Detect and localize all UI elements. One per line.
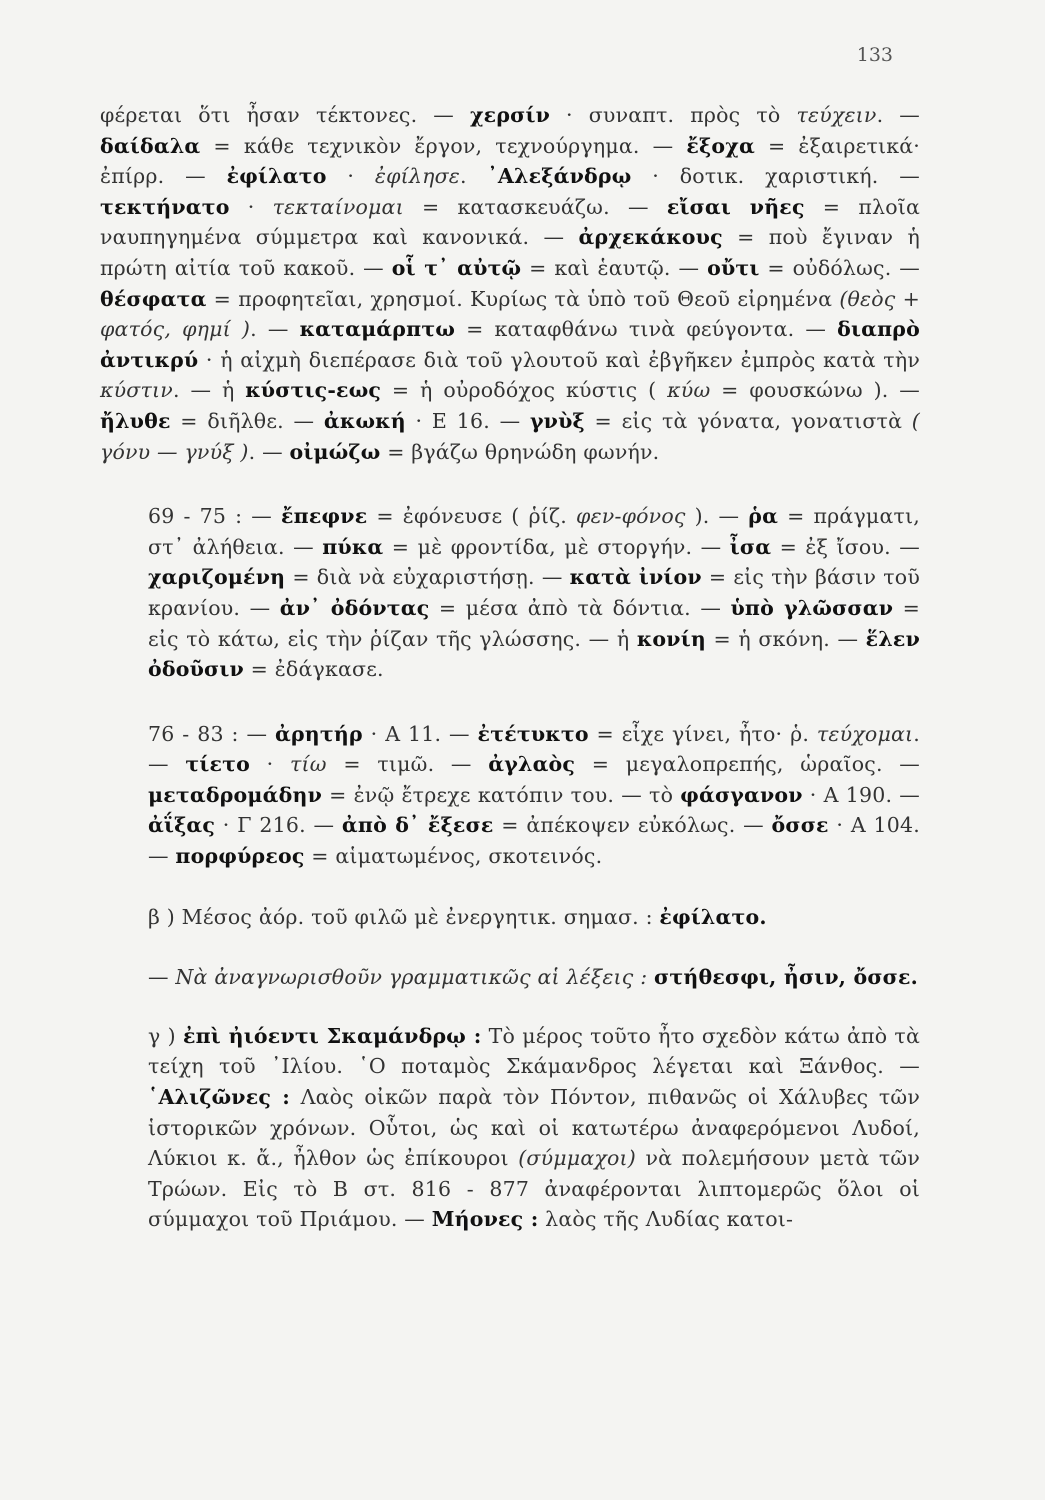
gloss-text: 76 - 83 : — bbox=[148, 721, 275, 746]
lemma: κύστις-εως bbox=[245, 378, 382, 403]
lemma: ἐπὶ ἠιόεντι Σκαμάνδρῳ : bbox=[182, 1023, 482, 1048]
gloss-text: . — bbox=[148, 721, 920, 777]
lemma: χαριζομένη bbox=[148, 565, 286, 590]
italic-text: ἐφίλησε bbox=[374, 164, 460, 189]
gloss-text: = καὶ ἑαυτῷ. — bbox=[521, 255, 708, 280]
lemma: τεκτήνατο bbox=[100, 194, 230, 219]
lemma: ἐφίλατο bbox=[226, 164, 327, 189]
gloss-text: . — bbox=[876, 103, 921, 127]
gloss-text: · Α 190. — bbox=[802, 782, 920, 807]
paragraph bbox=[100, 501, 920, 685]
lemma: καταμάρπτω bbox=[299, 317, 456, 342]
lemma: θέσφατα bbox=[100, 286, 207, 311]
lemma: τίετο bbox=[185, 752, 250, 777]
paragraph bbox=[100, 902, 920, 933]
lemma: ἀγλαὸς bbox=[488, 752, 576, 777]
gloss-text: = ἐδάγκασε. bbox=[243, 657, 384, 682]
paragraph bbox=[100, 719, 920, 872]
gloss-text: · ἡ αἰχμὴ διεπέρασε διὰ τοῦ γλουτοῦ καὶ ἐβγῆκεν ἐμπρὸς κατὰ τὴν bbox=[198, 347, 920, 372]
lemma: οἷ τ᾿ αὐτῷ bbox=[391, 255, 522, 280]
lemma: ὄσσε bbox=[771, 813, 829, 838]
gloss-text: . — bbox=[248, 439, 290, 464]
gloss-text: = εἶχε γίνει, ἦτο· ῥ. bbox=[588, 721, 817, 746]
gloss-text: φέρεται ὅτι ἦσαν τέκτονες. — bbox=[100, 103, 470, 127]
commentary-body bbox=[100, 100, 920, 1235]
gloss-text: = φουσκώνω ). — bbox=[710, 378, 920, 403]
gloss-text: = εἰς τὰ γόνατα, γονατιστὰ bbox=[584, 408, 912, 433]
gloss-text: = ἐξαιρετικά· ἐπίρρ. — bbox=[100, 133, 920, 189]
lemma: μεταδρομάδην bbox=[148, 782, 322, 807]
lemma: δαίδαλα bbox=[100, 133, 201, 158]
lemma: κονίη bbox=[636, 626, 706, 651]
gloss-text: = ποὺ ἔγιναν ἡ πρώτη αἰτία τοῦ κακοῦ. — bbox=[100, 225, 920, 280]
gloss-text: = διῆλθε. — bbox=[170, 408, 324, 433]
gloss-text: = μεγαλοπρεπής, ὡραῖος. — bbox=[575, 752, 920, 777]
paragraph bbox=[100, 100, 920, 467]
gloss-text: = βγάζω θρηνώδη φωνήν. bbox=[380, 439, 660, 464]
lemma: ἐφίλατο. bbox=[659, 904, 767, 929]
paragraph bbox=[100, 962, 920, 993]
italic-text: φεν-φόνος bbox=[576, 504, 686, 529]
lemma: πύκα bbox=[322, 534, 384, 559]
lemma: οὔτι bbox=[707, 255, 760, 280]
gloss-text: = ἐξ ἴσου. — bbox=[771, 534, 920, 559]
gloss-text: · Ε 16. — bbox=[405, 408, 530, 433]
lemma: ἤλυθε bbox=[100, 408, 171, 433]
gloss-text: = προφητεῖαι, χρησμοί. Κυρίως τὰ ὑπὸ τοῦ Θεοῦ εἰρημένα bbox=[206, 286, 840, 311]
gloss-text: · συναπτ. πρὸς τὸ bbox=[550, 103, 797, 127]
lemma: εἴσαι νῆες bbox=[666, 194, 805, 219]
lemma: ἀπὸ δ᾿ ἔξεσε bbox=[341, 813, 494, 838]
gloss-text: . — bbox=[250, 317, 300, 342]
italic-text: τεύχομαι bbox=[816, 721, 914, 746]
gloss-text: · bbox=[229, 194, 273, 219]
lemma: ἔξοχα bbox=[686, 133, 755, 158]
gloss-text: = ἡ σκόνη. — bbox=[705, 626, 866, 651]
gloss-text: = ἀπέκοψεν εὐκόλως. — bbox=[493, 813, 772, 838]
gloss-text: . — ἡ bbox=[172, 378, 246, 403]
gloss-text: γ ) bbox=[148, 1023, 183, 1048]
gloss-text: — bbox=[148, 965, 176, 990]
lemma: κατὰ ἰνίον bbox=[569, 565, 702, 590]
lemma: οἰμώζω bbox=[289, 439, 381, 464]
gloss-text: = εἰς τὴν βάσιν τοῦ κρανίου. — bbox=[148, 565, 920, 620]
lemma: ἶσα bbox=[729, 534, 772, 559]
lemma: ἔπεφνε bbox=[281, 504, 368, 529]
gloss-text: = κατασκευάζω. — bbox=[403, 194, 667, 219]
lemma: πορφύρεος bbox=[175, 844, 305, 869]
italic-text: τεκταίνομαι bbox=[272, 194, 404, 219]
lemma: ἀκωκή bbox=[323, 408, 406, 433]
italic-text: ( γόνυ — γνύξ ) bbox=[100, 408, 920, 464]
gloss-text: 69 - 75 : — bbox=[148, 504, 282, 529]
italic-text: (θεὸς + φατός, φημί ) bbox=[100, 286, 920, 342]
gloss-text: = διὰ νὰ εὐχαριστήσῃ. — bbox=[285, 565, 570, 590]
lemma: ᾿Αλεξάνδρῳ bbox=[487, 164, 632, 189]
lemma: ἀρχεκάκους bbox=[578, 225, 723, 250]
lemma: ἀρητήρ bbox=[274, 721, 363, 746]
italic-text: κύω bbox=[667, 378, 711, 403]
gloss-text: · δοτικ. χαριστική. — bbox=[631, 164, 920, 189]
gloss-text: · bbox=[250, 752, 290, 777]
gloss-text: = τιμῶ. — bbox=[326, 752, 489, 777]
gloss-text: ). — bbox=[685, 504, 749, 529]
italic-text: τίω bbox=[290, 752, 327, 777]
gloss-text: = αἱματωμένος, σκοτεινός. bbox=[304, 844, 603, 869]
gloss-text: Τὸ μέρος τοῦτο ἦτο σχεδὸν κάτω ἀπὸ τὰ τείχη τοῦ ᾿Ιλίου. ῾Ο ποταμὸς Σκάμανδρος λέγεται καὶ Ξάνθος. — bbox=[148, 1023, 920, 1079]
lemma: χερσίν bbox=[469, 103, 551, 127]
gloss-text: . bbox=[459, 164, 488, 189]
gloss-text: · Α 11. — bbox=[362, 721, 478, 746]
gloss-text: · Γ 216. — bbox=[215, 813, 342, 838]
gloss-text: = ἐνῷ ἔτρεχε κατόπιν του. — τὸ bbox=[322, 782, 681, 807]
lemma: ῾Αλιζῶνες : bbox=[148, 1085, 291, 1110]
lemma: ῥα bbox=[748, 504, 779, 529]
gloss-text: Λαὸς οἰκῶν παρὰ τὸν Πόντον, πιθανῶς οἱ Χάλυβες τῶν ἱστορικῶν χρόνων. Οὗτοι, ὡς καὶ οἱ κατωτέρω ἀναφερόμενοι Λυδοί, Λύκιοι κ. ἄ., ἦλθον ὡς ἐπίκουροι bbox=[148, 1085, 920, 1171]
gloss-text: = κάθε τεχνικὸν ἔργον, τεχνούργημα. — bbox=[200, 133, 687, 158]
gloss-text: λαὸς τῆς Λυδίας κατοι- bbox=[538, 1207, 794, 1232]
lemma: στήθεσφι, ἦσιν, ὄσσε. bbox=[654, 965, 918, 990]
gloss-text: = καταφθάνω τινὰ φεύγοντα. — bbox=[455, 317, 838, 342]
lemma: ἕλεν ὀδοῦσιν bbox=[148, 626, 920, 682]
lemma: γνὺξ bbox=[529, 408, 585, 433]
lemma: ὑπὸ γλῶσσαν bbox=[730, 595, 894, 620]
page-number: 133 bbox=[856, 44, 893, 66]
gloss-text: = ἐφόνευσε ( ῥίζ. bbox=[367, 504, 577, 529]
paragraph bbox=[100, 1021, 920, 1235]
lemma: ἀΐξας bbox=[148, 813, 216, 838]
gloss-text: β ) Μέσος ἀόρ. τοῦ φιλῶ μὲ ἐνεργητικ. σημασ. : bbox=[148, 904, 660, 929]
gloss-text: = πράγματι, στ᾿ ἀλήθεια. — bbox=[148, 504, 920, 559]
italic-text: τεύχειν bbox=[796, 103, 877, 127]
lemma: Μήονες : bbox=[431, 1207, 539, 1232]
gloss-text: · Α 104. — bbox=[148, 813, 920, 869]
italic-text: κύστιν bbox=[100, 378, 173, 403]
gloss-text: = οὐδόλως. — bbox=[759, 255, 920, 280]
gloss-text: = μέσα ἀπὸ τὰ δόντια. — bbox=[429, 595, 731, 620]
gloss-text: = εἰς τὸ κάτω, εἰς τὴν ῥίζαν τῆς γλώσσης. — ἡ bbox=[148, 595, 921, 651]
lemma: διαπρὸ ἀντικρύ bbox=[100, 317, 920, 372]
gloss-text: = μὲ φροντίδα, μὲ στοργήν. — bbox=[383, 534, 730, 559]
gloss-text: = ἡ οὐροδόχος κύστις ( bbox=[381, 378, 668, 403]
lemma: φάσγανον bbox=[680, 782, 803, 807]
italic-text: (σύμμαχοι) bbox=[518, 1146, 636, 1171]
gloss-text: νὰ πολεμήσουν μετὰ τῶν Τρώων. Εἰς τὸ Β στ. 816 - 877 ἀναφέρονται λιπτομερῶς ὅλοι οἱ σύμμαχοι τοῦ Πριάμου. — bbox=[148, 1146, 920, 1232]
lemma: ἀν᾿ ὀδόντας bbox=[279, 595, 430, 620]
gloss-text: = πλοῖα ναυπηγημένα σύμμετρα καὶ κανονικά. — bbox=[100, 194, 921, 250]
italic-text: Νὰ ἀναγνωρισθοῦν γραμματικῶς αἱ λέξεις : bbox=[175, 965, 648, 990]
lemma: ἐτέτυκτο bbox=[477, 721, 589, 746]
gloss-text: · bbox=[326, 164, 375, 189]
